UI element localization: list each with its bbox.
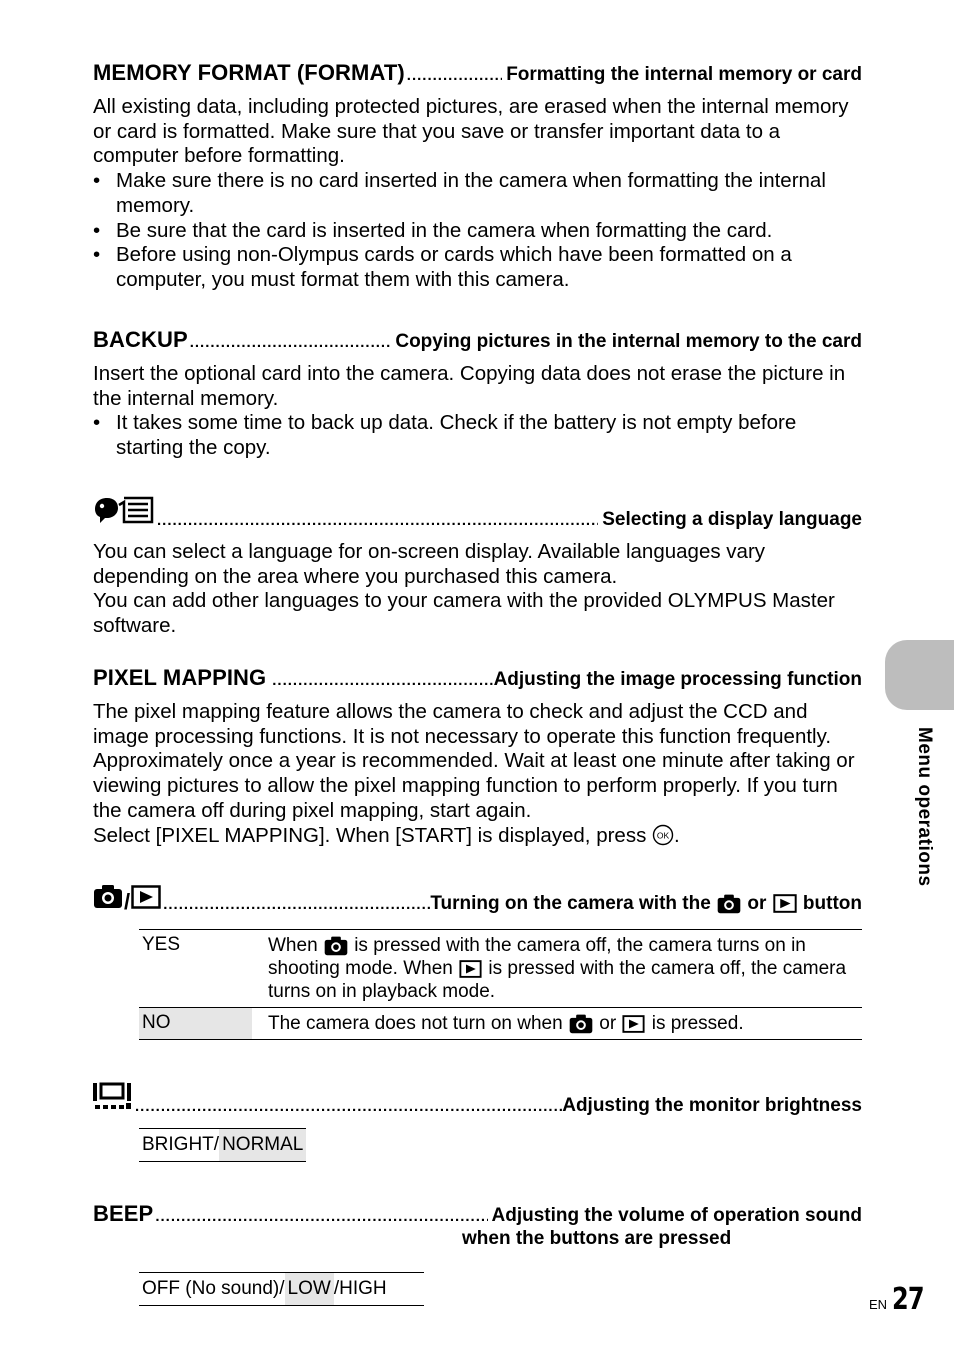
bullet-list [93, 169, 862, 293]
option-text: is pressed with the camera off, the camera turns on in shooting mode. When [268, 935, 806, 979]
playback-icon [772, 894, 798, 913]
section-pixel-mapping [93, 665, 862, 848]
section-body [93, 362, 862, 461]
bullet-item: • Before using non-Olympus cards or cards which have been formatted on a computer, you must format them with this camera. [93, 243, 862, 292]
option-value [252, 930, 862, 1007]
leader-dots [163, 896, 430, 913]
option-text: is pressed. [651, 1013, 744, 1034]
section-description: Adjusting the monitor brightness [562, 1095, 862, 1116]
page-num: 27 [891, 1282, 924, 1317]
chapter-label: Menu operations [914, 727, 935, 887]
section-language [93, 495, 862, 639]
section-heading [93, 1081, 862, 1117]
section-backup [93, 327, 862, 461]
camera-icon [93, 883, 123, 909]
playback-icon [621, 1015, 646, 1033]
instruction-text: Select [PIXEL MAPPING]. When [START] is displayed, press [93, 823, 647, 847]
section-title: BACKUP [93, 327, 188, 352]
paragraph: The pixel mapping feature allows the camera to check and adjust the CCD and image processing functions. It is not necessary to operate this function frequently. Approximately once a year is recommended. Wait at least one minute after taking or viewing pictures to allow the pixel mapping function to perform properly. If you turn the camera off during pixel mapping, start again. [93, 700, 855, 822]
section-description: Selecting a display language [602, 509, 862, 530]
option-text: or [599, 1013, 617, 1034]
bullet-item: • It takes some time to back up data. Check if the battery is not empty before starting the copy. [93, 411, 862, 460]
playback-icon [458, 960, 483, 978]
section-body [93, 95, 862, 293]
monitor-brightness-options [139, 1128, 306, 1162]
option-text: The camera does not turn on when [268, 1013, 563, 1034]
section-heading [93, 1201, 862, 1227]
paragraph: Insert the optional card into the camera. Copying data does not erase the picture in the internal memory. [93, 362, 846, 410]
paragraph: You can select a language for on-screen display. Available languages vary depending on the area where you purchased this camera. [93, 540, 766, 588]
camera-icon [716, 893, 742, 914]
table-row [139, 1008, 862, 1040]
description-part: button [802, 893, 862, 914]
section-monitor-brightness [93, 1081, 862, 1117]
beep-options [139, 1272, 424, 1306]
bullet-item: • Make sure there is no card inserted in the camera when formatting the internal memory. [93, 169, 862, 218]
paragraph: You can add other languages to your camera with the provided OLYMPUS Master software. [93, 589, 835, 638]
leader-dots [155, 1208, 487, 1225]
svg-text:OK: OK [656, 830, 670, 841]
leader-dots [190, 334, 392, 351]
option-key: NO [139, 1008, 252, 1039]
bullet-item: • Be sure that the card is inserted in the camera when formatting the card. [93, 219, 862, 244]
section-body [93, 540, 862, 639]
table-row [139, 929, 862, 1008]
section-description [430, 893, 862, 915]
section-title: BEEP [93, 1201, 154, 1226]
option-key: YES [142, 934, 181, 955]
section-memory-format [93, 60, 862, 293]
section-heading [93, 495, 862, 531]
description-part: or [747, 893, 767, 914]
section-heading [93, 327, 862, 353]
section-description: Adjusting the image processing function [493, 669, 862, 690]
section-heading [93, 883, 862, 915]
ok-button-icon [652, 827, 674, 846]
chapter-tab [885, 640, 954, 710]
playback-icon [131, 885, 161, 909]
paragraph: All existing data, including protected pictures, are erased when the internal memory or card is formatted. Make sure that you save or transfer important data to a computer before formatting. [93, 95, 849, 168]
option-text: is pressed with the camera off, the camera turns on in playback mode. [268, 958, 847, 1002]
leader-dots [407, 67, 502, 84]
option: OFF (No sound)/ [142, 1278, 285, 1299]
leader-dots [157, 512, 598, 529]
option-text: When [268, 935, 318, 956]
page-number [869, 1282, 931, 1317]
language-icon [93, 495, 155, 525]
section-beep [93, 1201, 862, 1249]
leader-dots [135, 1098, 562, 1115]
option: BRIGHT/ [142, 1134, 220, 1155]
section-description: Adjusting the volume of operation sound [491, 1205, 862, 1226]
section-title: MEMORY FORMAT (FORMAT) [93, 60, 405, 85]
section-heading [93, 665, 862, 691]
section-power-on [93, 883, 862, 915]
bullet-list [93, 411, 862, 460]
camera-icon [568, 1013, 594, 1034]
section-description: Formatting the internal memory or card [506, 64, 862, 85]
instruction [93, 824, 862, 849]
camera-icon [323, 935, 349, 956]
option: /HIGH [333, 1278, 387, 1299]
section-body [93, 700, 862, 848]
description-part: Turning on the camera with the [430, 893, 711, 914]
language-code: EN [869, 1297, 888, 1312]
section-title: PIXEL MAPPING [93, 665, 267, 690]
instruction-end: . [674, 823, 680, 847]
option-default: NORMAL [219, 1129, 306, 1161]
monitor-brightness-icon [93, 1081, 133, 1111]
option-value [252, 1008, 862, 1039]
separator: / [124, 889, 131, 914]
section-description: Copying pictures in the internal memory to the card [395, 331, 862, 352]
section-description-line2: when the buttons are pressed [462, 1228, 732, 1249]
section-heading [93, 60, 862, 86]
leader-dots [272, 672, 493, 689]
power-on-options-table [139, 929, 862, 1040]
option-default: LOW [285, 1273, 334, 1305]
